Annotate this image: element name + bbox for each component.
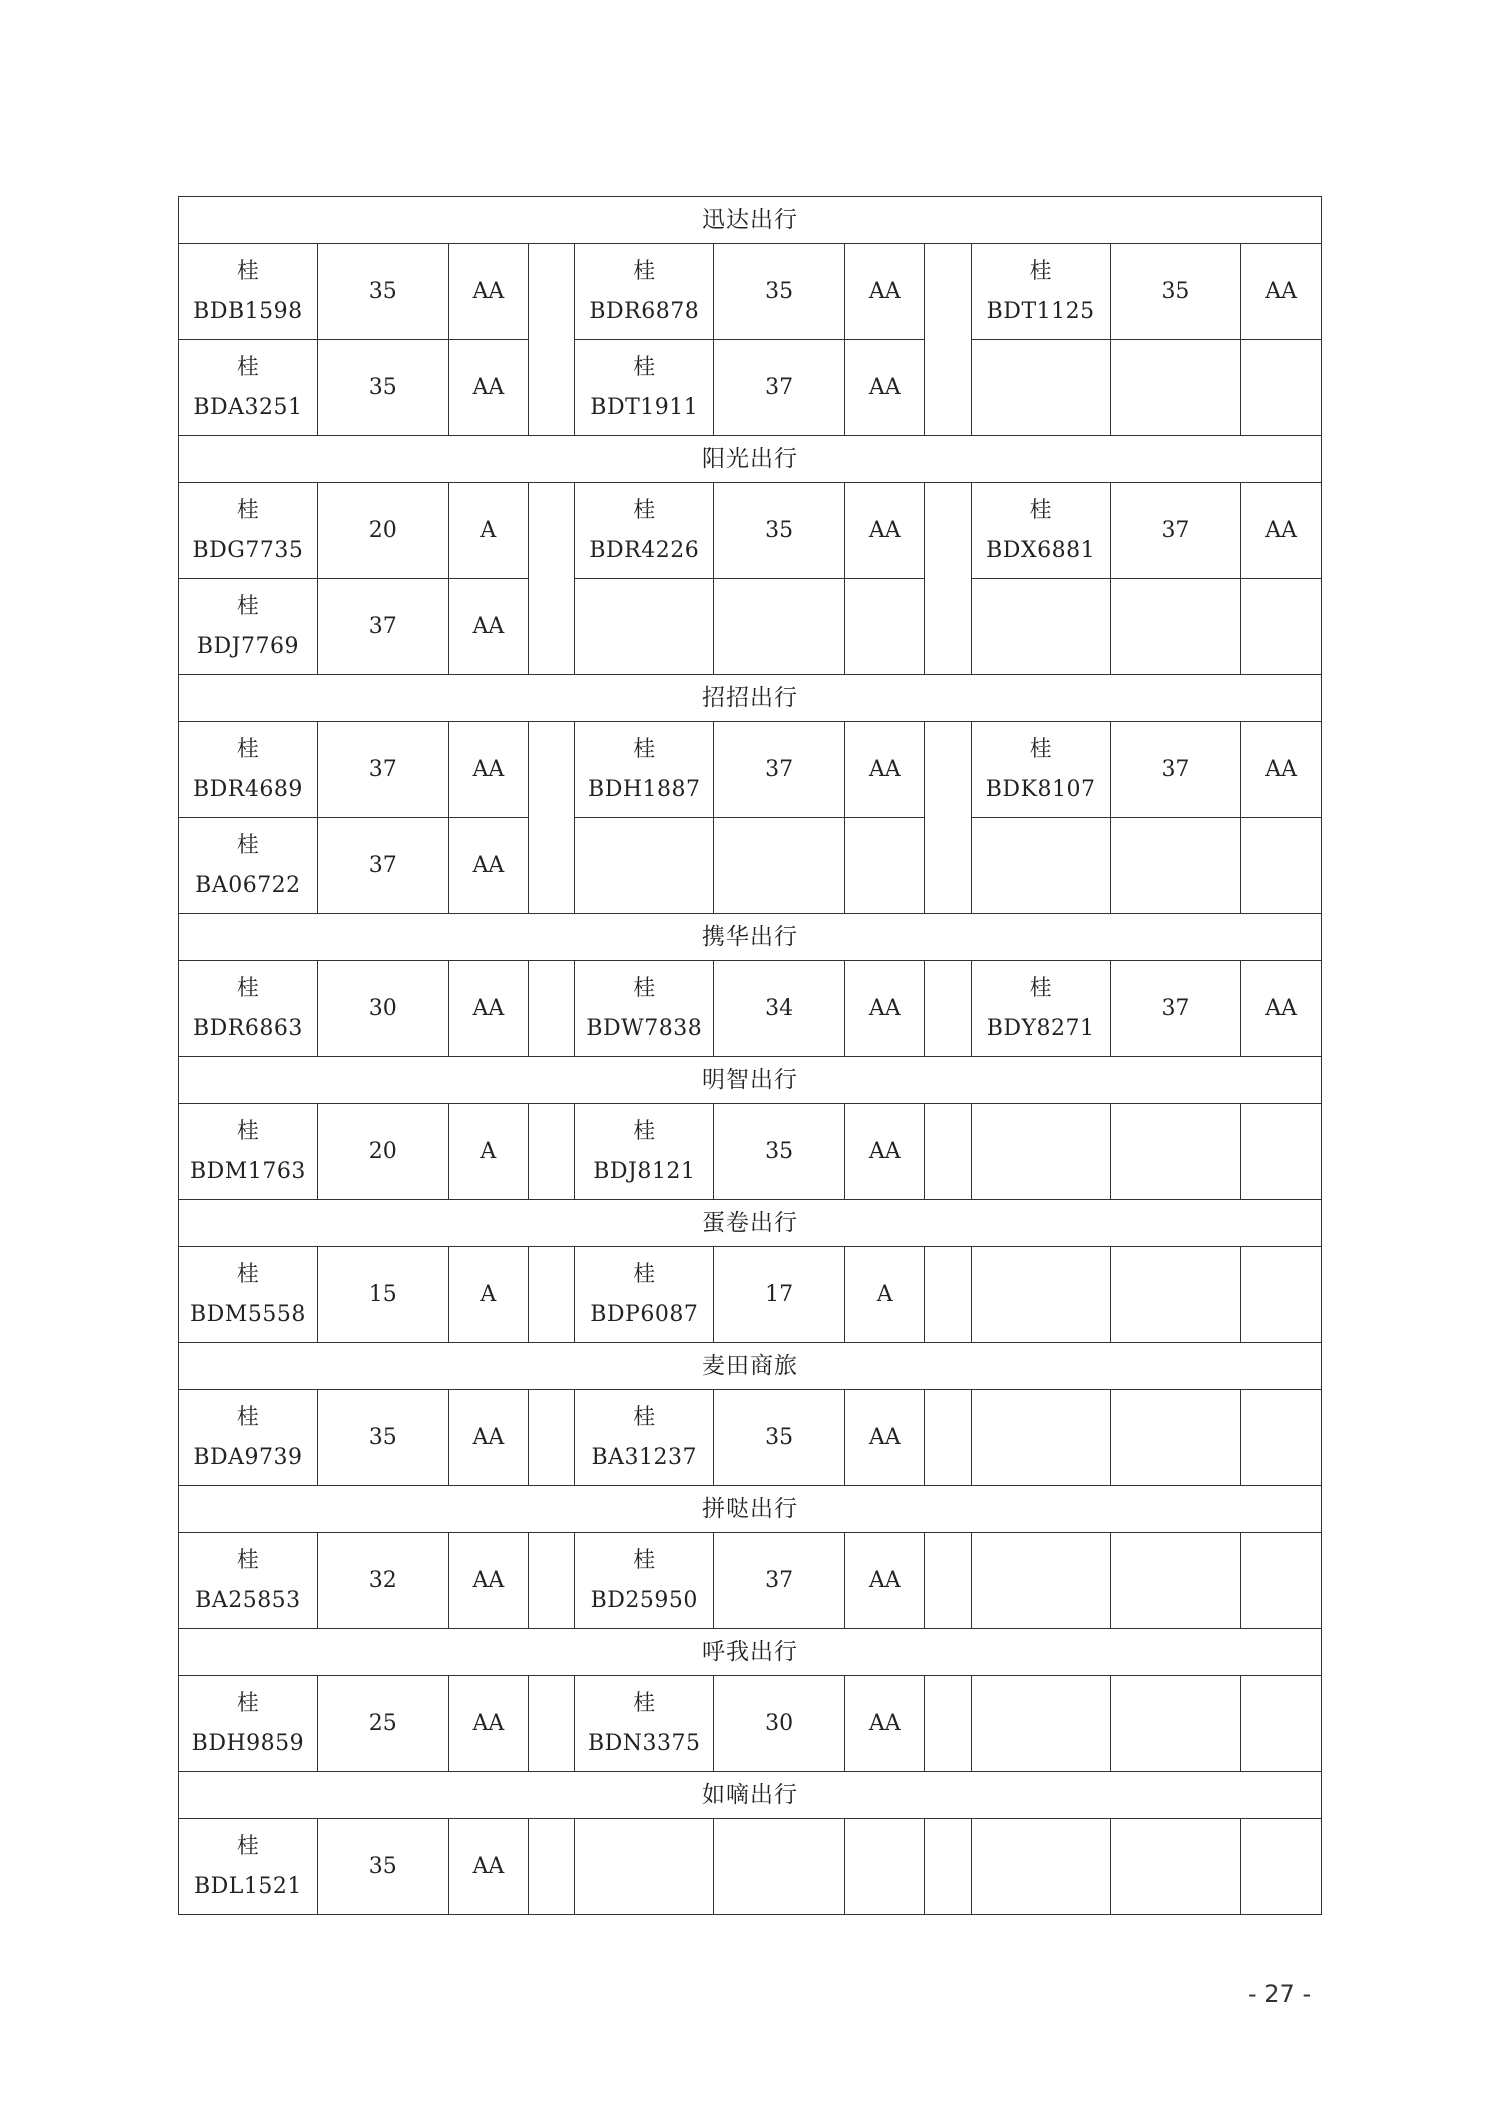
grade-cell bbox=[1241, 579, 1322, 675]
grade-cell bbox=[1241, 1819, 1322, 1915]
plate-province: 桂 bbox=[236, 1261, 259, 1287]
grade-cell: AA bbox=[1241, 722, 1322, 818]
grade-cell: A bbox=[844, 1247, 924, 1343]
grade-cell: AA bbox=[448, 818, 528, 914]
grade-cell: AA bbox=[844, 1533, 924, 1629]
seats-cell: 34 bbox=[714, 961, 845, 1057]
grade-cell: AA bbox=[448, 244, 528, 340]
plate-cell bbox=[971, 1104, 1110, 1200]
grade-cell: AA bbox=[844, 483, 924, 579]
company-name: 蛋卷出行 bbox=[179, 1200, 1322, 1247]
gap-cell bbox=[529, 722, 575, 914]
seats-cell bbox=[1110, 1247, 1241, 1343]
vehicle-row bbox=[179, 244, 1322, 340]
seats-cell bbox=[1110, 579, 1241, 675]
gap-cell bbox=[925, 961, 971, 1057]
seats-cell: 37 bbox=[1110, 961, 1241, 1057]
plate-cell bbox=[575, 483, 714, 579]
group-header-row bbox=[179, 1772, 1322, 1819]
plate-cell bbox=[971, 722, 1110, 818]
company-name: 明智出行 bbox=[179, 1057, 1322, 1104]
seats-cell: 37 bbox=[317, 722, 448, 818]
gap-cell bbox=[529, 244, 575, 436]
seats-cell: 15 bbox=[317, 1247, 448, 1343]
plate-province: 桂 bbox=[236, 832, 259, 858]
seats-cell: 37 bbox=[1110, 483, 1241, 579]
plate-province: 桂 bbox=[1029, 736, 1052, 762]
grade-cell bbox=[844, 818, 924, 914]
plate-province: 桂 bbox=[1029, 497, 1052, 523]
vehicle-row bbox=[179, 483, 1322, 579]
plate-cell bbox=[575, 1676, 714, 1772]
plate-cell bbox=[575, 1533, 714, 1629]
plate-cell bbox=[575, 818, 714, 914]
grade-cell: AA bbox=[1241, 244, 1322, 340]
plate-number: BA31237 bbox=[591, 1444, 698, 1470]
plate-cell bbox=[179, 818, 318, 914]
gap-cell bbox=[529, 1819, 575, 1915]
gap-cell bbox=[925, 244, 971, 436]
plate-cell bbox=[575, 1819, 714, 1915]
seats-cell: 35 bbox=[1110, 244, 1241, 340]
grade-cell: AA bbox=[448, 1533, 528, 1629]
plate-number: BD25950 bbox=[590, 1587, 698, 1613]
plate-province: 桂 bbox=[236, 593, 259, 619]
seats-cell bbox=[714, 579, 845, 675]
seats-cell: 30 bbox=[317, 961, 448, 1057]
company-name: 呼我出行 bbox=[179, 1629, 1322, 1676]
grade-cell: A bbox=[448, 1104, 528, 1200]
grade-cell: AA bbox=[1241, 961, 1322, 1057]
plate-province: 桂 bbox=[633, 975, 656, 1001]
seats-cell: 37 bbox=[714, 722, 845, 818]
plate-province: 桂 bbox=[633, 1690, 656, 1716]
grade-cell bbox=[1241, 1533, 1322, 1629]
plate-province: 桂 bbox=[236, 1404, 259, 1430]
plate-cell bbox=[179, 1247, 318, 1343]
seats-cell: 20 bbox=[317, 483, 448, 579]
plate-cell bbox=[179, 722, 318, 818]
seats-cell: 17 bbox=[714, 1247, 845, 1343]
plate-province: 桂 bbox=[633, 736, 656, 762]
group-header-row bbox=[179, 1057, 1322, 1104]
plate-province: 桂 bbox=[633, 497, 656, 523]
plate-number: BDR6878 bbox=[589, 298, 700, 324]
vehicle-row bbox=[179, 1533, 1322, 1629]
group-header-row bbox=[179, 197, 1322, 244]
seats-cell: 37 bbox=[714, 1533, 845, 1629]
plate-province: 桂 bbox=[236, 975, 259, 1001]
plate-province: 桂 bbox=[236, 258, 259, 284]
plate-cell bbox=[971, 1533, 1110, 1629]
grade-cell bbox=[844, 579, 924, 675]
grade-cell: AA bbox=[844, 1104, 924, 1200]
company-name: 拼哒出行 bbox=[179, 1486, 1322, 1533]
plate-cell bbox=[575, 244, 714, 340]
grade-cell: AA bbox=[448, 722, 528, 818]
gap-cell bbox=[529, 1676, 575, 1772]
plate-number: BDA9739 bbox=[193, 1444, 303, 1470]
plate-cell bbox=[179, 1390, 318, 1486]
plate-cell bbox=[179, 579, 318, 675]
seats-cell: 35 bbox=[714, 1390, 845, 1486]
plate-province: 桂 bbox=[633, 1547, 656, 1573]
seats-cell: 37 bbox=[317, 818, 448, 914]
plate-number: BDN3375 bbox=[588, 1730, 701, 1756]
seats-cell: 32 bbox=[317, 1533, 448, 1629]
grade-cell bbox=[1241, 1247, 1322, 1343]
plate-cell bbox=[971, 1390, 1110, 1486]
plate-province: 桂 bbox=[633, 1261, 656, 1287]
seats-cell bbox=[1110, 1533, 1241, 1629]
gap-cell bbox=[529, 961, 575, 1057]
plate-number: BDY8271 bbox=[986, 1015, 1095, 1041]
seats-cell: 20 bbox=[317, 1104, 448, 1200]
plate-cell bbox=[971, 244, 1110, 340]
seats-cell bbox=[1110, 340, 1241, 436]
seats-cell: 37 bbox=[714, 340, 845, 436]
plate-number: BDL1521 bbox=[193, 1873, 302, 1899]
plate-number: BDP6087 bbox=[590, 1301, 699, 1327]
vehicle-row bbox=[179, 1390, 1322, 1486]
grade-cell: AA bbox=[844, 961, 924, 1057]
gap-cell bbox=[925, 722, 971, 914]
seats-cell: 35 bbox=[714, 1104, 845, 1200]
plate-cell bbox=[971, 1676, 1110, 1772]
company-name: 迅达出行 bbox=[179, 197, 1322, 244]
plate-cell bbox=[575, 1390, 714, 1486]
seats-cell: 35 bbox=[317, 1819, 448, 1915]
grade-cell: A bbox=[448, 1247, 528, 1343]
plate-cell bbox=[971, 579, 1110, 675]
plate-province: 桂 bbox=[1029, 975, 1052, 1001]
grade-cell: AA bbox=[448, 579, 528, 675]
gap-cell bbox=[925, 1247, 971, 1343]
seats-cell: 35 bbox=[317, 244, 448, 340]
group-header-row bbox=[179, 675, 1322, 722]
seats-cell: 37 bbox=[1110, 722, 1241, 818]
plate-number: BDM1763 bbox=[190, 1158, 306, 1184]
plate-cell bbox=[575, 961, 714, 1057]
gap-cell bbox=[925, 1533, 971, 1629]
seats-cell bbox=[1110, 1104, 1241, 1200]
vehicle-table bbox=[178, 196, 1322, 1915]
company-name: 招招出行 bbox=[179, 675, 1322, 722]
grade-cell: A bbox=[448, 483, 528, 579]
seats-cell bbox=[1110, 1819, 1241, 1915]
gap-cell bbox=[925, 1819, 971, 1915]
grade-cell: AA bbox=[448, 961, 528, 1057]
seats-cell: 35 bbox=[714, 483, 845, 579]
plate-province: 桂 bbox=[236, 1833, 259, 1859]
plate-number: BDJ8121 bbox=[593, 1158, 696, 1184]
plate-number: BDH9859 bbox=[191, 1730, 305, 1756]
plate-cell bbox=[575, 340, 714, 436]
plate-cell bbox=[575, 1104, 714, 1200]
grade-cell bbox=[1241, 1676, 1322, 1772]
plate-cell bbox=[179, 1533, 318, 1629]
plate-number: BDR6863 bbox=[192, 1015, 303, 1041]
plate-cell bbox=[575, 579, 714, 675]
plate-number: BDT1911 bbox=[590, 394, 699, 420]
grade-cell: AA bbox=[1241, 483, 1322, 579]
company-name: 如嘀出行 bbox=[179, 1772, 1322, 1819]
seats-cell bbox=[714, 1819, 845, 1915]
seats-cell bbox=[1110, 1390, 1241, 1486]
gap-cell bbox=[529, 1390, 575, 1486]
group-header-row bbox=[179, 1200, 1322, 1247]
vehicle-row bbox=[179, 1819, 1322, 1915]
plate-cell bbox=[179, 244, 318, 340]
plate-number: BDG7735 bbox=[192, 537, 304, 563]
grade-cell bbox=[1241, 818, 1322, 914]
gap-cell bbox=[925, 1390, 971, 1486]
company-name: 麦田商旅 bbox=[179, 1343, 1322, 1390]
page-number: - 27 - bbox=[1248, 1980, 1312, 2008]
seats-cell: 35 bbox=[317, 1390, 448, 1486]
seats-cell: 30 bbox=[714, 1676, 845, 1772]
grade-cell: AA bbox=[844, 722, 924, 818]
plate-province: 桂 bbox=[236, 497, 259, 523]
plate-province: 桂 bbox=[633, 354, 656, 380]
table-body bbox=[179, 197, 1322, 1915]
plate-province: 桂 bbox=[1029, 258, 1052, 284]
grade-cell: AA bbox=[844, 244, 924, 340]
gap-cell bbox=[925, 1104, 971, 1200]
plate-number: BA06722 bbox=[195, 872, 301, 898]
grade-cell bbox=[1241, 1104, 1322, 1200]
plate-cell bbox=[179, 1676, 318, 1772]
group-header-row bbox=[179, 1343, 1322, 1390]
seats-cell: 37 bbox=[317, 579, 448, 675]
plate-number: BDT1125 bbox=[986, 298, 1095, 324]
group-header-row bbox=[179, 914, 1322, 961]
plate-number: BDX6881 bbox=[986, 537, 1096, 563]
vehicle-row bbox=[179, 579, 1322, 675]
plate-number: BDJ7769 bbox=[196, 633, 299, 659]
plate-province: 桂 bbox=[633, 258, 656, 284]
seats-cell bbox=[714, 818, 845, 914]
plate-cell bbox=[575, 722, 714, 818]
plate-number: BA25853 bbox=[195, 1587, 301, 1613]
plate-number: BDK8107 bbox=[985, 776, 1096, 802]
gap-cell bbox=[925, 483, 971, 675]
gap-cell bbox=[925, 1676, 971, 1772]
plate-province: 桂 bbox=[236, 736, 259, 762]
plate-number: BDR4689 bbox=[192, 776, 303, 802]
plate-cell bbox=[179, 1819, 318, 1915]
group-header-row bbox=[179, 436, 1322, 483]
plate-cell bbox=[971, 483, 1110, 579]
plate-number: BDA3251 bbox=[193, 394, 303, 420]
plate-number: BDH1887 bbox=[588, 776, 701, 802]
grade-cell: AA bbox=[844, 1390, 924, 1486]
gap-cell bbox=[529, 1533, 575, 1629]
gap-cell bbox=[529, 1104, 575, 1200]
group-header-row bbox=[179, 1629, 1322, 1676]
grade-cell: AA bbox=[448, 1676, 528, 1772]
grade-cell bbox=[1241, 340, 1322, 436]
plate-province: 桂 bbox=[633, 1404, 656, 1430]
grade-cell bbox=[844, 1819, 924, 1915]
plate-cell bbox=[971, 1247, 1110, 1343]
gap-cell bbox=[529, 1247, 575, 1343]
plate-province: 桂 bbox=[236, 1547, 259, 1573]
vehicle-row bbox=[179, 818, 1322, 914]
seats-cell: 35 bbox=[714, 244, 845, 340]
gap-cell bbox=[529, 483, 575, 675]
plate-number: BDB1598 bbox=[193, 298, 303, 324]
plate-cell bbox=[971, 340, 1110, 436]
vehicle-row bbox=[179, 961, 1322, 1057]
vehicle-row bbox=[179, 722, 1322, 818]
vehicle-row bbox=[179, 340, 1322, 436]
grade-cell: AA bbox=[448, 1819, 528, 1915]
group-header-row bbox=[179, 1486, 1322, 1533]
grade-cell: AA bbox=[844, 340, 924, 436]
plate-cell bbox=[575, 1247, 714, 1343]
grade-cell bbox=[1241, 1390, 1322, 1486]
plate-cell bbox=[971, 961, 1110, 1057]
seats-cell bbox=[1110, 818, 1241, 914]
plate-cell bbox=[971, 818, 1110, 914]
plate-number: BDR4226 bbox=[589, 537, 700, 563]
plate-cell bbox=[179, 483, 318, 579]
company-name: 阳光出行 bbox=[179, 436, 1322, 483]
plate-province: 桂 bbox=[236, 1690, 259, 1716]
plate-cell bbox=[179, 340, 318, 436]
vehicle-row bbox=[179, 1247, 1322, 1343]
vehicle-row bbox=[179, 1104, 1322, 1200]
seats-cell: 25 bbox=[317, 1676, 448, 1772]
plate-province: 桂 bbox=[633, 1118, 656, 1144]
grade-cell: AA bbox=[448, 1390, 528, 1486]
plate-cell bbox=[971, 1819, 1110, 1915]
plate-number: BDW7838 bbox=[586, 1015, 703, 1041]
company-name: 携华出行 bbox=[179, 914, 1322, 961]
grade-cell: AA bbox=[844, 1676, 924, 1772]
plate-cell bbox=[179, 961, 318, 1057]
plate-number: BDM5558 bbox=[190, 1301, 306, 1327]
plate-cell bbox=[179, 1104, 318, 1200]
seats-cell bbox=[1110, 1676, 1241, 1772]
seats-cell: 35 bbox=[317, 340, 448, 436]
plate-province: 桂 bbox=[236, 1118, 259, 1144]
grade-cell: AA bbox=[448, 340, 528, 436]
vehicle-row bbox=[179, 1676, 1322, 1772]
plate-province: 桂 bbox=[236, 354, 259, 380]
